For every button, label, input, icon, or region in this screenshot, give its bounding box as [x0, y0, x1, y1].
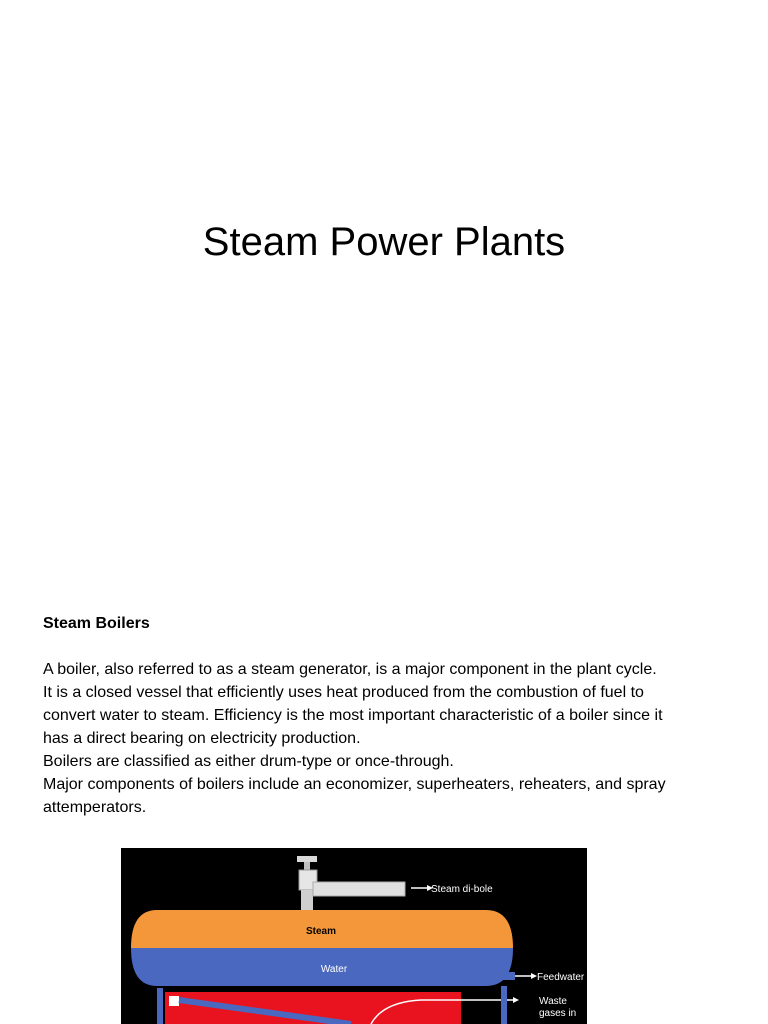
riser-pipe — [501, 986, 507, 1024]
section-heading: Steam Boilers — [43, 615, 150, 632]
paragraph-2: It is a closed vessel that efficiently uses heat produced from the combustion of fuel to convert water to steam. Efficiency is the most important characteristic of a boiler since it has a direct bearing on electricity production. — [43, 684, 663, 747]
slide-content — [43, 612, 683, 819]
downcomer-pipe — [157, 988, 163, 1024]
paragraph-1: A boiler, also referred to as a steam generator, is a major component in the plant cycle. — [43, 661, 657, 678]
paragraph-3: Boilers are classified as either drum-type or once-through. — [43, 753, 454, 770]
boiler-diagram — [121, 848, 587, 1024]
feedwater-pipe — [499, 972, 515, 980]
feedwater-label: Feedwater — [537, 972, 585, 983]
waste-gases-label-2: gases in — [539, 1008, 577, 1019]
steam-outlet-label: Steam di-bole — [431, 884, 493, 895]
steam-label: Steam — [305, 926, 337, 937]
water-label: Water — [320, 964, 348, 975]
steam-outlet-pipe — [313, 882, 405, 896]
waste-gases-label-1: Waste — [539, 996, 567, 1007]
paragraph-4: Major components of boilers include an economizer, superheaters, reheaters, and spray attemperators. — [43, 776, 666, 816]
slide-title: Steam Power Plants — [202, 220, 566, 264]
valve-handle — [297, 856, 317, 862]
flue-gas-arrowhead — [513, 997, 519, 1003]
valve-neck — [301, 890, 313, 910]
boiler-diagram-svg — [121, 848, 587, 1024]
tube-end — [169, 996, 179, 1006]
